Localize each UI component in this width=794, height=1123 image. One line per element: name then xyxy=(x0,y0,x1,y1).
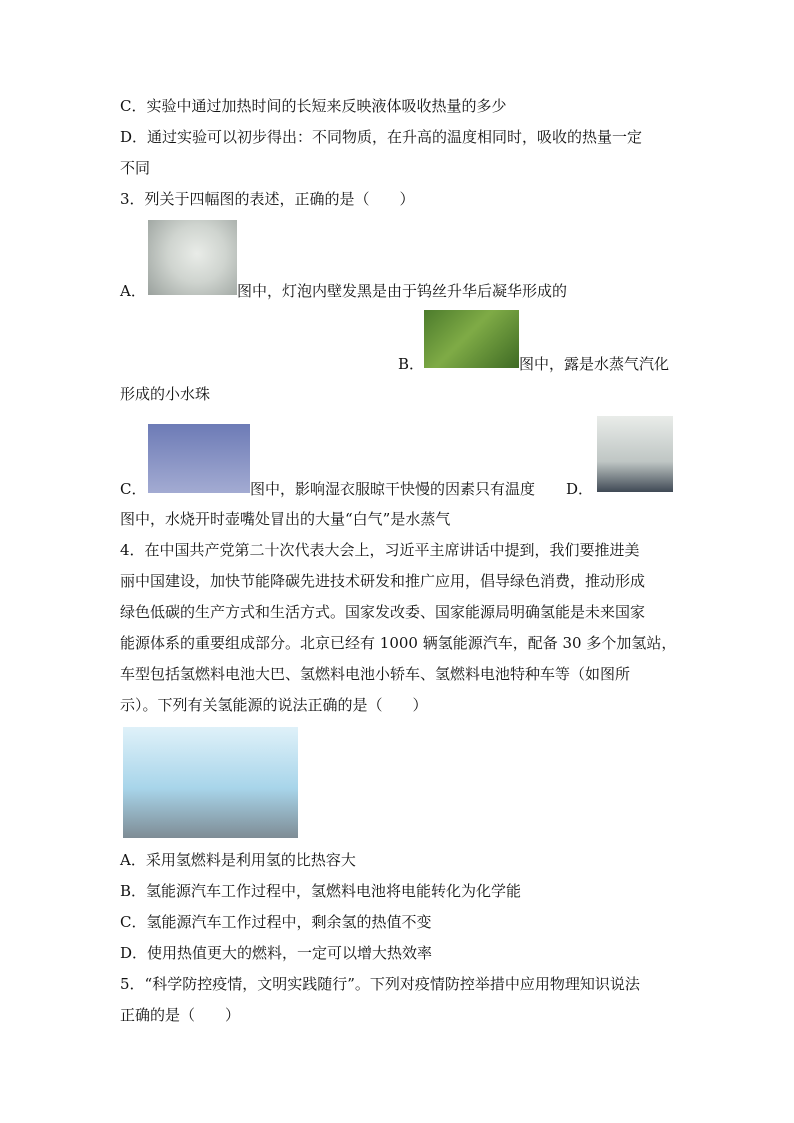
option-c-text: 图中，影响湿衣服晾干快慢的因素只有温度 xyxy=(250,480,536,498)
option-c-text: C．氢能源汽车工作过程中，剩余氢的热值不变 xyxy=(120,913,432,931)
option-d-text-continued: 不同 xyxy=(120,159,151,177)
option-a-text: 图中，灯泡内壁发黑是由于钨丝升华后凝华形成的 xyxy=(237,282,568,300)
option-d-text: D．使用热值更大的燃料，一定可以增大热效率 xyxy=(120,944,433,962)
option-c-label: C． xyxy=(120,480,147,498)
question-5-stem-line-1: 5．“科学防控疫情，文明实践随行”。下列对疫情防控举措中应用物理知识说法 xyxy=(120,975,640,993)
option-b-text: 图中，露是水蒸气汽化 xyxy=(519,355,670,373)
option-b-text-continued: 形成的小水珠 xyxy=(120,385,211,403)
option-d-label: D． xyxy=(566,480,594,498)
question-4-stem-line-5: 车型包括氢燃料电池大巴、氢燃料电池小轿车、氢燃料电池特种车等（如图所 xyxy=(120,665,631,683)
kettle-image xyxy=(597,416,673,492)
drying-clothes-image xyxy=(148,424,250,493)
option-c-text: C．实验中通过加热时间的长短来反映液体吸收热量的多少 xyxy=(120,97,507,115)
question-4-stem-line-2: 丽中国建设，加快节能降碳先进技术研发和推广应用，倡导绿色消费，推动形成 xyxy=(120,572,646,590)
question-4-stem-line-1: 4．在中国共产党第二十次代表大会上，习近平主席讲话中提到，我们要推进美 xyxy=(120,541,640,559)
question-4-stem-line-3: 绿色低碳的生产方式和生活方式。国家发改委、国家能源局明确氢能是未来国家 xyxy=(120,603,646,621)
option-b-label: B． xyxy=(398,355,425,373)
question-3-stem: 3．列关于四幅图的表述，正确的是（ ） xyxy=(120,190,415,208)
question-5-stem-line-2: 正确的是（ ） xyxy=(120,1006,241,1024)
option-d-text: D．通过实验可以初步得出：不同物质，在升高的温度相同时，吸收的热量一定 xyxy=(120,128,643,146)
dew-leaf-image xyxy=(424,310,519,368)
question-4-stem-line-4: 能源体系的重要组成部分。北京已经有 1000 辆氢能源汽车，配备 30 多个加氢站， xyxy=(120,634,677,652)
question-4-stem-line-6: 示）。下列有关氢能源的说法正确的是（ ） xyxy=(120,696,428,714)
light-bulb-image xyxy=(148,220,237,295)
option-d-text: 图中，水烧开时壶嘴处冒出的大量“白气”是水蒸气 xyxy=(120,510,451,528)
option-b-text: B．氢能源汽车工作过程中，氢燃料电池将电能转化为化学能 xyxy=(120,882,522,900)
hydrogen-bus-image xyxy=(123,727,298,838)
option-a-text: A．采用氢燃料是利用氢的比热容大 xyxy=(120,851,356,869)
option-a-label: A． xyxy=(120,282,146,300)
